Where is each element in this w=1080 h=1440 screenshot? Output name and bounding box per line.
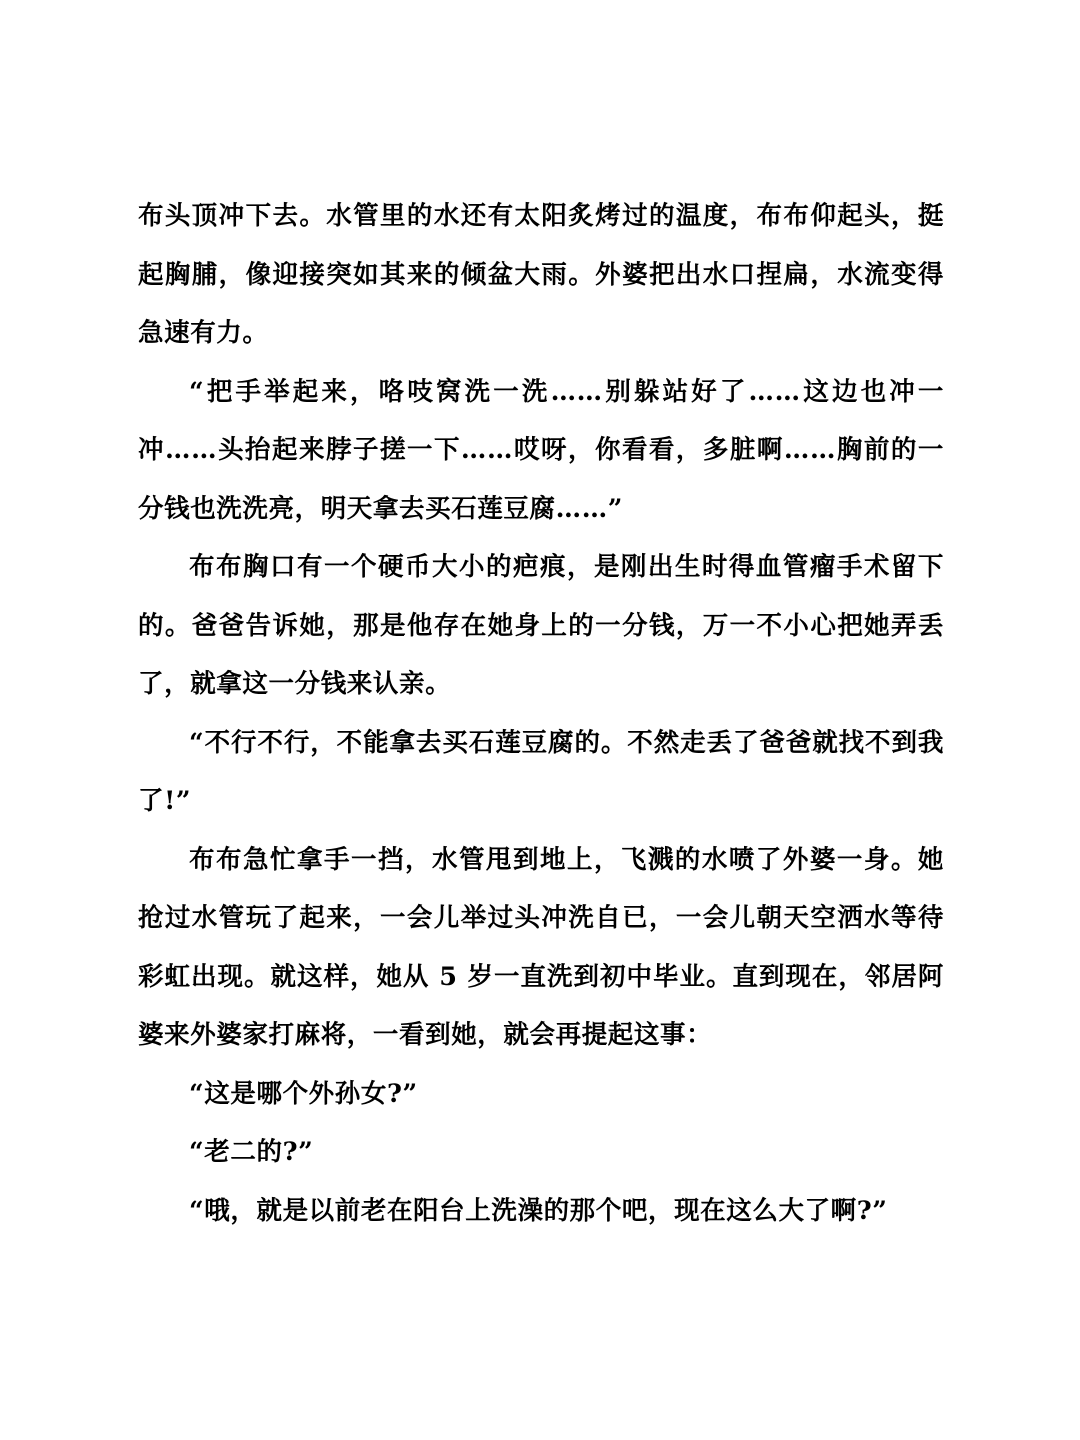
paragraph-1: 布头顶冲下去。水管里的水还有太阳炙烤过的温度，布布仰起头，挺起胸脯，像迎接突如其来的倾盆大雨。外婆把出水口捏扁，水流变得急速有力。 (138, 201, 944, 348)
paragraph-8: “哦，就是以前老在阳台上洗澡的那个吧，现在这么大了啊?” (189, 1195, 888, 1226)
paragraph-4: “不行不行，不能拿去买石莲豆腐的。不然走丢了爸爸就找不到我了!” (138, 727, 944, 816)
paragraph-7: “老二的?” (189, 1137, 314, 1167)
paragraph-3: 布布胸口有一个硬币大小的疤痕，是刚出生时得血管瘤手术留下的。爸爸告诉她，那是他存在她身上的一分钱，万一不小心把她弄丢了，就拿这一分钱来认亲。 (138, 552, 944, 699)
paragraph-2: “把手举起来，咯吱窝洗一洗……别躲站好了……这边也冲一冲……头抬起来脖子搓一下……哎呀，你看看，多脏啊……胸前的一分钱也洗洗亮，明天拿去买石莲豆腐……” (138, 376, 944, 524)
paragraph-5: 布布急忙拿手一挡，水管甩到地上，飞溅的水喷了外婆一身。她抢过水管玩了起来，一会儿举过头冲洗自已，一会儿朝天空洒水等待彩虹出现。就这样，她从 5 岁一直洗到初中毕业。直到现在，邻居阿婆来外婆家打麻将，一看到她，就会再提起这事： (138, 844, 944, 1050)
body-text (138, 187, 944, 1240)
paragraph-6: “这是哪个外孙女?” (189, 1078, 418, 1109)
